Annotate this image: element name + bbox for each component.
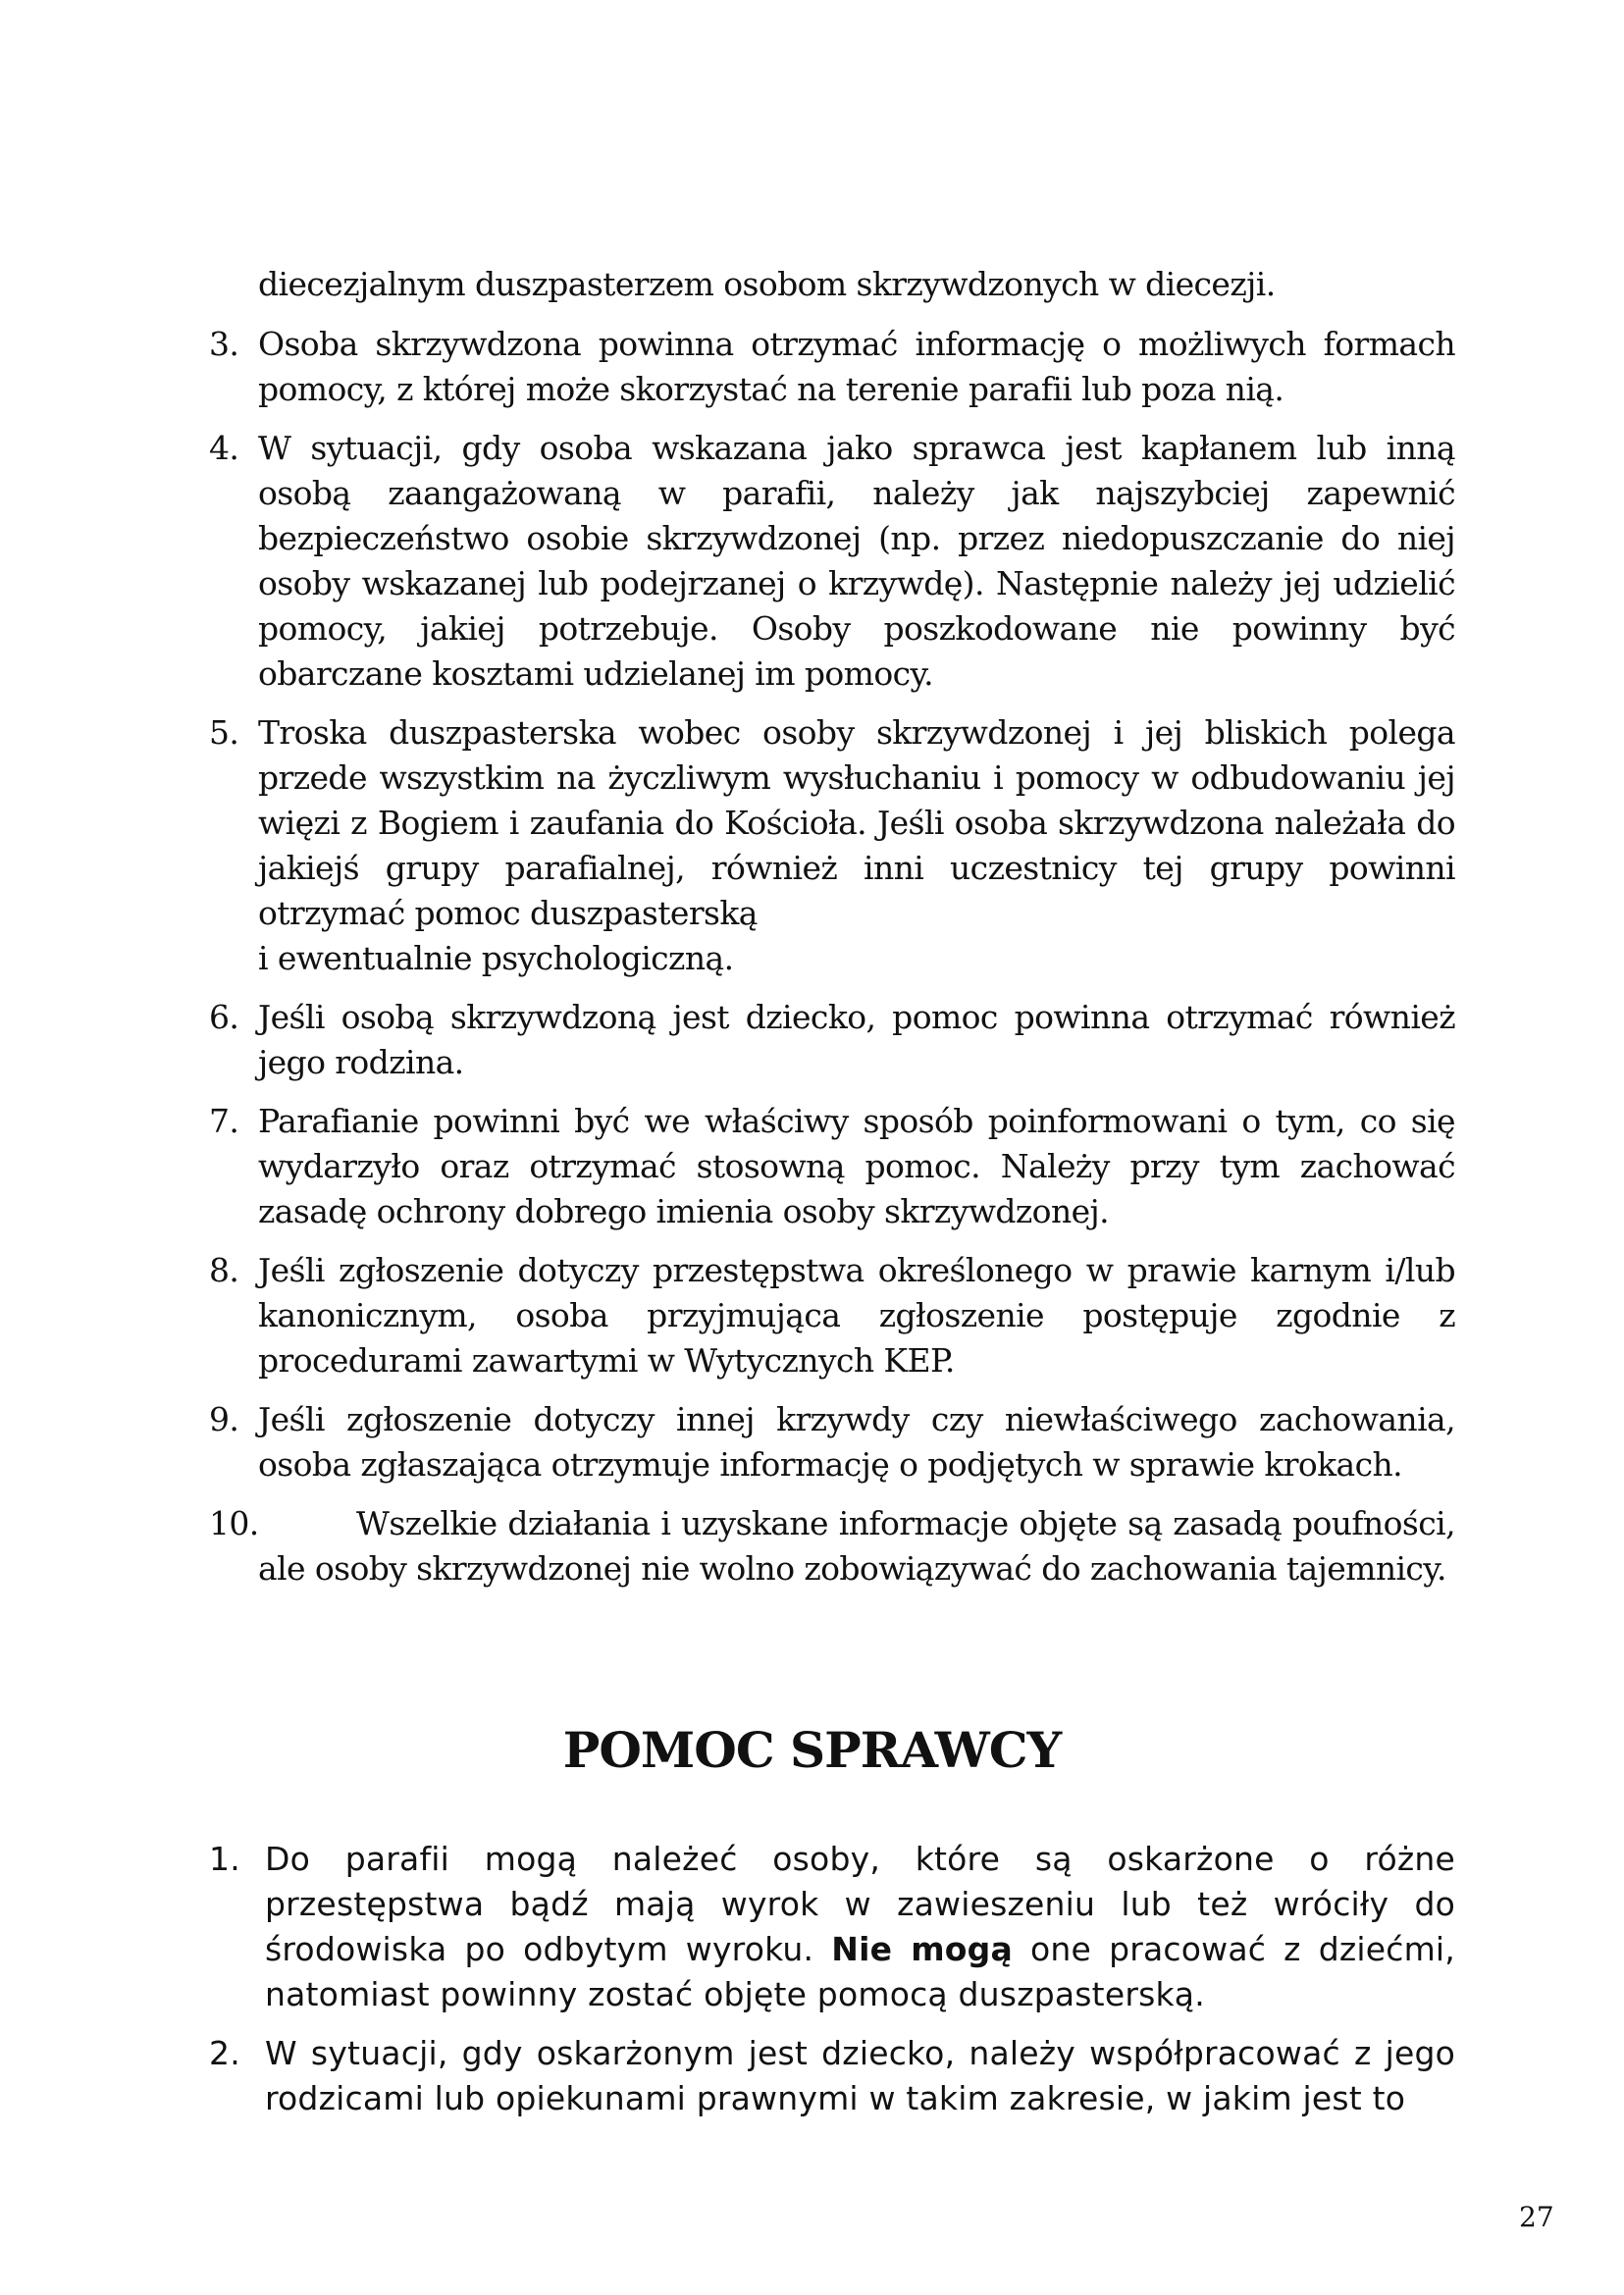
item-text: Troska duszpasterska wobec osoby skrzywdzonej i jej bliskich polega przede wszystkim na życzliwym wysłuchaniu i pomocy w odbudowaniu jej więzi z Bogiem i zaufania do Kościoła. Jeśli osoba skrzywdzona należała do jakiejś grupy parafialnej, również inni uczestnicy tej grupy powinni otrzymać pomoc duszpasterską (258, 713, 1455, 932)
list-item (209, 1397, 1455, 1487)
item-number: 10. (209, 1504, 259, 1542)
item-text-bold: Nie mogą (831, 1930, 1013, 1968)
item-text: W sytuacji, gdy osoba wskazana jako sprawca jest kapłanem lub inną osobą zaangażowaną w parafii, należy jak najszybciej zapewnić bezpieczeństwo osobie skrzywdzonej (np. przez niedopuszczanie do niej osoby wskazanej lub podejrzanej o krzywdę). Następnie należy jej udzielić pomocy, jakiej potrzebuje. Osoby poszkodowane nie powinny być obarczane kosztami udzielanej im pomocy. (258, 429, 1455, 693)
item-number: 7. (209, 1102, 239, 1140)
item-text: Jeśli osobą skrzywdzoną jest dziecko, pomoc powinna otrzymać również jego rodzina. (258, 998, 1455, 1081)
item-text: Wszelkie działania i uzyskane informacje objęte są zasadą poufności, ale osoby skrzywdzonej nie wolno zobowiązywać do zachowania tajemnicy. (258, 1504, 1455, 1588)
item-number: 2. (209, 2034, 240, 2072)
list-item (209, 995, 1455, 1085)
item-text: Osoba skrzywdzona powinna otrzymać informację o możliwych formach pomocy, z której może skorzystać na terenie parafii lub poza nią. (258, 325, 1455, 408)
numbered-list-help-perpetrator (209, 1837, 1455, 2135)
list-item (209, 1501, 1455, 1591)
list-item (209, 710, 1455, 981)
item-number: 3. (209, 325, 239, 363)
item-text: W sytuacji, gdy oskarżonym jest dziecko, należy współpracować z jego rodzicami lub opiekunami prawnymi w takim zakresie, w jakim jest to (265, 2034, 1455, 2117)
list-item (209, 2031, 1455, 2121)
list-item (209, 322, 1455, 412)
item-text: Parafianie powinni być we właściwy sposób poinformowani o tym, co się wydarzyło oraz otrzymać stosowną pomoc. Należy przy tym zachować zasadę ochrony dobrego imienia osoby skrzywdzonej. (258, 1102, 1455, 1230)
item-text: one pracować z dziećmi, natomiast powinny zostać objęte pomocą duszpasterską. (265, 1930, 1455, 2013)
item-number: 9. (209, 1400, 239, 1438)
item-text: Jeśli zgłoszenie dotyczy przestępstwa określonego w prawie karnym i/lub kanonicznym, osoba przyjmująca zgłoszenie postępuje zgodnie z procedurami zawartymi w Wytycznych KEP. (258, 1251, 1455, 1380)
list-item (209, 1248, 1455, 1383)
numbered-list-help-victim (209, 322, 1455, 1605)
item-text: Do parafii mogą należeć osoby, które są oskarżone o różne przestępstwa bądź mają wyrok w zawieszeniu lub też wróciły do środowiska po odbytym wyroku. (265, 1840, 1455, 1968)
list-item (209, 1837, 1455, 2017)
item-number: 1. (209, 1840, 240, 1878)
item-number: 5. (209, 713, 239, 752)
list-item (209, 426, 1455, 697)
item-number: 8. (209, 1251, 239, 1289)
item-text: Jeśli zgłoszenie dotyczy innej krzywdy czy niewłaściwego zachowania, osoba zgłaszająca otrzymuje informację o podjętych w sprawie krokach. (258, 1400, 1455, 1484)
item-number: 4. (209, 429, 239, 467)
list-item (209, 1099, 1455, 1234)
page-number: 27 (1519, 2201, 1554, 2233)
item-number: 6. (209, 998, 239, 1036)
continuation-text: diecezjalnym duszpasterzem osobom skrzywdzonych w diecezji. (258, 265, 1276, 303)
item-text-continuation: i ewentualnie psychologiczną. (258, 939, 734, 977)
section-heading: POMOC SPRAWCY (562, 1720, 1062, 1779)
